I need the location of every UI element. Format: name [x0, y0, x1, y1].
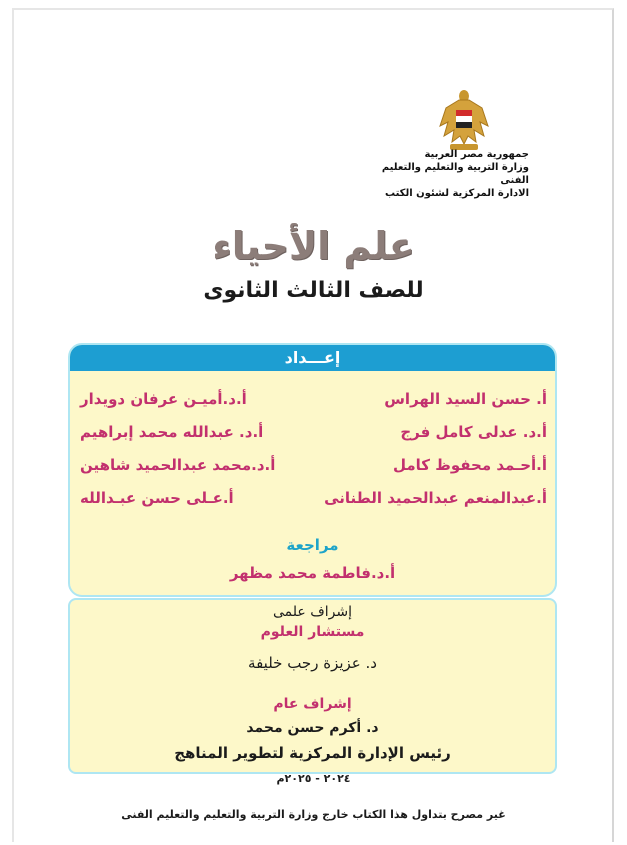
ministry-header: [359, 148, 529, 200]
science-advisor-name: د. عزيزة رجب خليفة: [248, 654, 377, 672]
book-subtitle: للصف الثالث الثانوى: [203, 278, 424, 303]
author-name: أ.د. عدلى كامل فرج: [400, 423, 547, 441]
author-row: [70, 416, 555, 449]
eagle-emblem-icon: [436, 86, 492, 154]
preparation-box: [68, 343, 557, 597]
author-row: [70, 383, 555, 416]
author-name: أ.عبدالمنعم عبدالحميد الطنانى: [324, 489, 547, 507]
general-supervisor-name: د. أكرم حسن محمد: [246, 720, 379, 736]
author-row: [70, 482, 555, 515]
general-supervisor-role: رئيس الإدارة المركزية لتطوير المناهج: [174, 744, 451, 762]
author-name: أ.د.محمد عبدالحميد شاهين: [80, 456, 276, 474]
author-name: أ.د. عبدالله محمد إبراهيم: [80, 423, 264, 441]
author-name: أ.أحـمد محفوظ كامل: [393, 456, 547, 474]
academic-year: ٢٠٢٤ - ٢٠٢٥م: [276, 772, 351, 785]
scientific-supervision-label: إشراف علمى: [273, 604, 352, 620]
reviewer-name: أ.د.فاطمة محمد مظهر: [229, 564, 396, 582]
review-label: مراجعة: [286, 536, 339, 554]
ministry-line-3: الادارة المركزية لشئون الكتب: [385, 188, 529, 199]
distribution-notice: غير مصرح بتداول هذا الكتاب خارج وزارة التربية والتعليم والتعليم الفنى: [121, 808, 506, 821]
author-row: [70, 449, 555, 482]
general-supervision-label: إشراف عام: [273, 696, 352, 712]
author-name: أ.د.أميـن عرفان دويدار: [80, 390, 247, 408]
author-name: أ.عـلى حسن عبـدالله: [80, 489, 234, 507]
ministry-line-1: جمهورية مصر العربية: [424, 149, 529, 160]
book-title: علم الأحياء: [212, 224, 415, 268]
authors-list: [70, 383, 555, 515]
supervision-box: [68, 598, 557, 774]
ministry-line-2: وزارة التربية والتعليم والتعليم الفنى: [381, 162, 529, 186]
author-name: أ. حسن السيد الهراس: [384, 390, 547, 408]
science-advisor-title: مستشار العلوم: [260, 624, 365, 640]
preparation-heading: إعـــداد: [70, 345, 555, 371]
